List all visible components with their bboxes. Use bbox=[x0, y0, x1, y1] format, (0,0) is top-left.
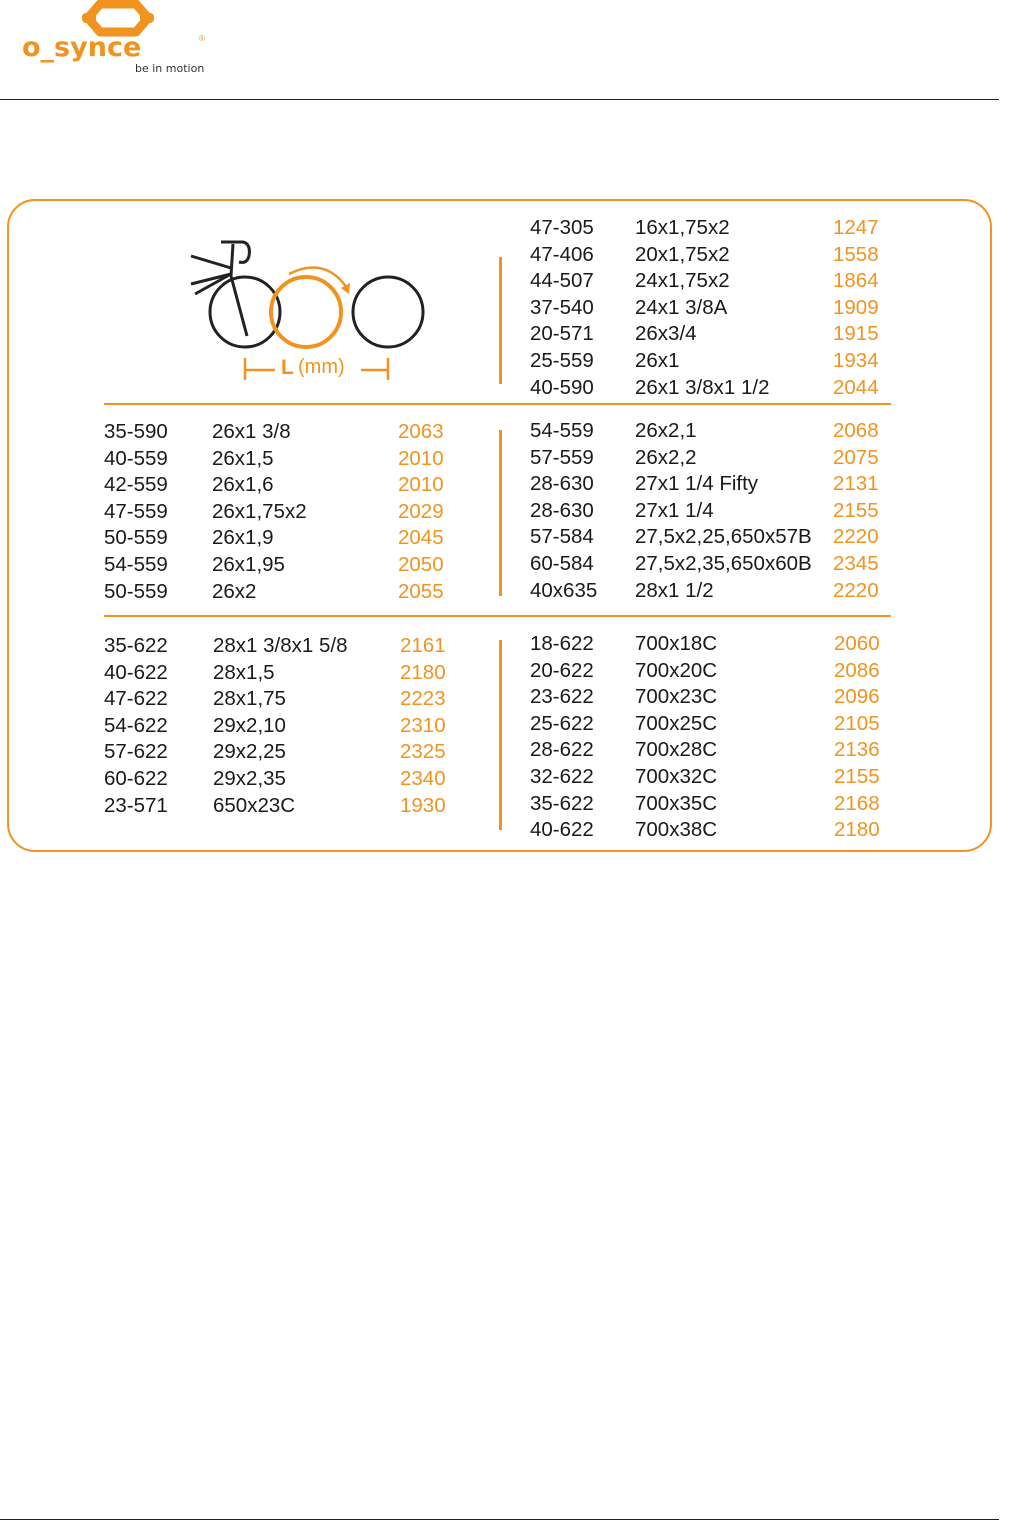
circumference-cell: 2136 bbox=[834, 738, 880, 762]
etrto-cell: 37-540 bbox=[530, 295, 594, 319]
etrto-cell: 23-571 bbox=[104, 793, 168, 817]
size-cell: 26x1 3/8x1 1/2 bbox=[635, 375, 770, 399]
size-cell: 27,5x2,35,650x60B bbox=[635, 552, 812, 575]
size-cell: 700x28C bbox=[635, 738, 718, 762]
etrto-cell: 20-622 bbox=[530, 658, 594, 682]
brand-logo bbox=[22, 0, 222, 80]
circumference-cell: 2086 bbox=[834, 658, 880, 682]
size-cell: 26x1 bbox=[635, 349, 680, 372]
circumference-cell: 2180 bbox=[400, 660, 446, 684]
circumference-cell: 2345 bbox=[833, 552, 879, 575]
etrto-cell: 40-590 bbox=[530, 375, 594, 399]
size-cell: 29x2,35 bbox=[213, 767, 286, 790]
size-cell: 700x38C bbox=[635, 818, 718, 842]
circumference-cell: 2050 bbox=[398, 553, 444, 576]
etrto-cell: 40x635 bbox=[530, 578, 598, 602]
circumference-cell: 2068 bbox=[833, 419, 879, 442]
etrto-cell: 25-622 bbox=[530, 711, 594, 735]
size-cell: 28x1,75 bbox=[213, 687, 286, 711]
size-cell: 24x1 3/8A bbox=[635, 295, 728, 319]
size-cell: 29x2,10 bbox=[213, 713, 286, 737]
etrto-cell: 47-406 bbox=[530, 242, 594, 266]
size-cell: 700x32C bbox=[635, 765, 718, 788]
size-cell: 26x1,5 bbox=[212, 446, 274, 470]
circumference-cell: 2340 bbox=[400, 767, 446, 790]
etrto-cell: 47-305 bbox=[530, 216, 594, 239]
vertical-divider-3 bbox=[499, 640, 502, 830]
circumference-cell: 1864 bbox=[833, 269, 879, 293]
etrto-cell: 54-559 bbox=[530, 419, 594, 442]
end-wheel-icon bbox=[353, 277, 423, 347]
etrto-cell: 50-559 bbox=[104, 579, 168, 603]
circumference-cell: 2060 bbox=[834, 632, 880, 655]
circumference-cell: 2155 bbox=[833, 498, 879, 522]
circumference-cell: 2223 bbox=[400, 687, 446, 711]
size-cell: 700x25C bbox=[635, 711, 718, 735]
circumference-cell: 2161 bbox=[400, 634, 446, 657]
etrto-cell: 57-559 bbox=[530, 445, 594, 469]
etrto-cell: 47-559 bbox=[104, 499, 168, 523]
size-cell: 26x1,6 bbox=[212, 473, 274, 497]
logo-tagline: be in motion bbox=[135, 62, 205, 75]
size-cell: 20x1,75x2 bbox=[635, 242, 730, 266]
header-rule bbox=[0, 99, 999, 100]
etrto-cell: 32-622 bbox=[530, 765, 594, 788]
size-cell: 700x35C bbox=[635, 791, 718, 815]
circumference-cell: 2155 bbox=[834, 765, 880, 788]
size-cell: 700x18C bbox=[635, 632, 718, 655]
etrto-cell: 47-622 bbox=[104, 687, 168, 711]
circumference-cell: 2310 bbox=[400, 713, 446, 737]
etrto-cell: 42-559 bbox=[104, 473, 168, 497]
circumference-cell: 2010 bbox=[398, 473, 444, 497]
etrto-cell: 57-584 bbox=[530, 525, 594, 549]
etrto-cell: 57-622 bbox=[104, 740, 168, 764]
size-cell: 28x1 3/8x1 5/8 bbox=[213, 634, 348, 657]
etrto-cell: 28-630 bbox=[530, 498, 594, 522]
circumference-cell: 2220 bbox=[833, 525, 879, 549]
logo-wordmark: o_synce bbox=[22, 32, 142, 63]
circumference-cell: 1909 bbox=[833, 295, 879, 319]
circumference-cell: 2063 bbox=[398, 420, 444, 443]
etrto-cell: 35-590 bbox=[104, 420, 168, 443]
size-cell: 27x1 1/4 bbox=[635, 498, 714, 522]
size-cell: 26x2 bbox=[212, 579, 257, 603]
circumference-cell: 1934 bbox=[833, 349, 879, 372]
divider-bottom bbox=[104, 615, 891, 617]
size-cell: 650x23C bbox=[213, 793, 296, 817]
size-cell: 28x1 1/2 bbox=[635, 578, 714, 602]
circumference-cell: 2075 bbox=[833, 445, 879, 469]
size-cell: 28x1,5 bbox=[213, 660, 275, 684]
etrto-cell: 40-622 bbox=[530, 818, 594, 842]
size-cell: 700x23C bbox=[635, 685, 718, 709]
circumference-cell: 2096 bbox=[834, 685, 880, 709]
etrto-cell: 28-630 bbox=[530, 472, 594, 496]
size-cell: 27x1 1/4 Fifty bbox=[635, 472, 759, 496]
circumference-cell: 2044 bbox=[833, 375, 879, 399]
circumference-cell: 1930 bbox=[400, 793, 446, 817]
circumference-cell: 2105 bbox=[834, 711, 880, 735]
circumference-cell: 2131 bbox=[833, 472, 879, 496]
circumference-cell: 2029 bbox=[398, 499, 444, 523]
size-cell: 26x2,2 bbox=[635, 445, 697, 469]
etrto-cell: 44-507 bbox=[530, 269, 594, 293]
size-cell: 29x2,25 bbox=[213, 740, 286, 764]
length-label: L bbox=[281, 356, 294, 379]
size-cell: 26x1,95 bbox=[212, 553, 285, 576]
circumference-cell: 2325 bbox=[400, 740, 446, 764]
circumference-cell: 2168 bbox=[834, 791, 880, 815]
size-cell: 700x20C bbox=[635, 658, 718, 682]
etrto-cell: 50-559 bbox=[104, 526, 168, 550]
circumference-cell: 1915 bbox=[833, 322, 879, 346]
etrto-cell: 25-559 bbox=[530, 349, 594, 372]
etrto-cell: 35-622 bbox=[104, 634, 168, 657]
etrto-cell: 23-622 bbox=[530, 685, 594, 709]
divider-top bbox=[104, 403, 891, 405]
circumference-cell: 2220 bbox=[833, 578, 879, 602]
size-cell: 26x3/4 bbox=[635, 322, 697, 346]
size-cell: 26x1,75x2 bbox=[212, 499, 307, 523]
length-unit: (mm) bbox=[298, 356, 345, 378]
size-cell: 26x1 3/8 bbox=[212, 420, 291, 443]
etrto-cell: 54-559 bbox=[104, 553, 168, 576]
size-cell: 26x2,1 bbox=[635, 419, 697, 442]
circumference-cell: 1247 bbox=[833, 216, 879, 239]
etrto-cell: 40-559 bbox=[104, 446, 168, 470]
size-cell: 24x1,75x2 bbox=[635, 269, 730, 293]
circumference-cell: 1558 bbox=[833, 242, 879, 266]
etrto-cell: 28-622 bbox=[530, 738, 594, 762]
circumference-cell: 2045 bbox=[398, 526, 444, 550]
circumference-cell: 2010 bbox=[398, 446, 444, 470]
size-cell: 26x1,9 bbox=[212, 526, 274, 550]
etrto-cell: 60-584 bbox=[530, 552, 594, 575]
size-cell: 27,5x2,25,650x57B bbox=[635, 525, 812, 549]
etrto-cell: 35-622 bbox=[530, 791, 594, 815]
etrto-cell: 40-622 bbox=[104, 660, 168, 684]
etrto-cell: 20-571 bbox=[530, 322, 594, 346]
vertical-divider-1 bbox=[499, 257, 502, 384]
size-cell: 16x1,75x2 bbox=[635, 216, 730, 239]
etrto-cell: 60-622 bbox=[104, 767, 168, 790]
circumference-cell: 2180 bbox=[834, 818, 880, 842]
etrto-cell: 18-622 bbox=[530, 632, 594, 655]
footer-rule bbox=[0, 1519, 999, 1520]
circumference-cell: 2055 bbox=[398, 579, 444, 603]
vertical-divider-2 bbox=[499, 430, 502, 596]
etrto-cell: 54-622 bbox=[104, 713, 168, 737]
registered-mark: ® bbox=[199, 34, 205, 43]
